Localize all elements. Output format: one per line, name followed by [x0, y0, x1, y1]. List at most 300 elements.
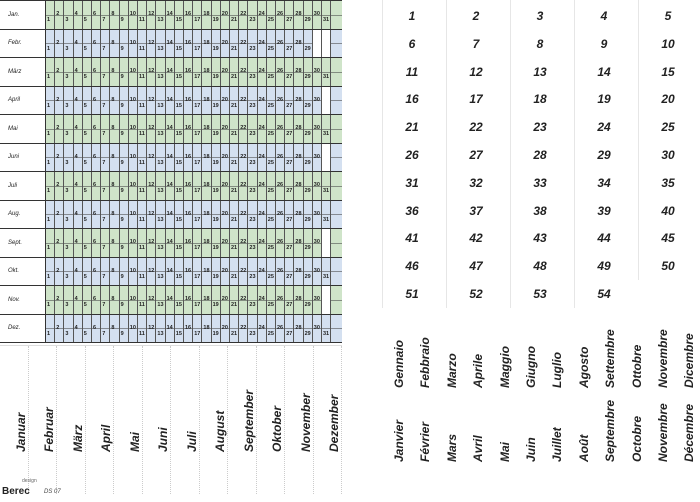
calendar-day: 18: [202, 1, 211, 29]
calendar-day: 30: [313, 58, 322, 86]
calendar-day: 6: [92, 87, 101, 115]
calendar-day: 19: [212, 115, 221, 143]
number-tile: 28: [510, 143, 570, 167]
calendar-day: 18: [202, 30, 211, 58]
number-tile: 3: [510, 4, 570, 28]
calendar-day: 30: [313, 144, 322, 172]
calendar-day: 29: [304, 115, 313, 143]
calendar-day: 25: [267, 58, 276, 86]
calendar-day: 19: [212, 286, 221, 314]
calendar-day: 15: [175, 172, 184, 200]
number-tiles: [382, 4, 700, 304]
brand-tagline: design: [22, 478, 37, 484]
calendar-month-label: Aug.: [0, 201, 46, 229]
calendar-day: 17: [193, 87, 202, 115]
calendar-day: 27: [285, 144, 294, 172]
calendar-day: 26: [276, 1, 285, 29]
calendar-month-label: März: [0, 58, 46, 86]
calendar-day: 16: [184, 229, 193, 257]
calendar-day: 20: [221, 30, 230, 58]
calendar-day: 16: [184, 1, 193, 29]
calendar-day: [322, 30, 331, 58]
product-code: DS 07: [44, 489, 61, 495]
calendar-day: 5: [83, 258, 92, 286]
calendar-day: 6: [92, 1, 101, 29]
brand-logo: Berec: [2, 486, 30, 497]
calendar-day: 17: [193, 144, 202, 172]
german-month-label: Juli: [184, 431, 199, 452]
calendar-day: 2: [55, 229, 64, 257]
calendar-day: 29: [304, 258, 313, 286]
calendar-day: 18: [202, 286, 211, 314]
french-month-label: Juillet: [550, 427, 565, 462]
calendar-day: 1: [46, 87, 55, 115]
calendar-day: 9: [120, 1, 129, 29]
calendar-day: 14: [166, 229, 175, 257]
number-tile: 27: [446, 143, 506, 167]
calendar-day: 13: [156, 172, 165, 200]
calendar-day: 29: [304, 229, 313, 257]
number-tile: 23: [510, 115, 570, 139]
calendar-day: 24: [258, 315, 267, 343]
calendar-day: 7: [101, 315, 110, 343]
german-month-label: Januar: [13, 412, 28, 452]
calendar-day: 20: [221, 144, 230, 172]
calendar-day: 21: [230, 258, 239, 286]
calendar-day: 17: [193, 172, 202, 200]
number-tile: 45: [638, 226, 698, 250]
calendar-day: 2: [55, 315, 64, 343]
calendar-day: 1: [46, 144, 55, 172]
calendar-day: 21: [230, 172, 239, 200]
calendar-day: 25: [267, 30, 276, 58]
calendar-day: [322, 87, 331, 115]
calendar-row: [0, 229, 342, 258]
calendar-day: 11: [138, 172, 147, 200]
german-month-strip: [114, 346, 143, 494]
calendar-day: 27: [285, 201, 294, 229]
calendar-day: 12: [147, 258, 156, 286]
calendar-row: [0, 87, 342, 116]
calendar-day: 1: [46, 30, 55, 58]
calendar-day: 25: [267, 87, 276, 115]
calendar-day: [322, 229, 331, 257]
calendar-day: 27: [285, 172, 294, 200]
calendar-day: 8: [110, 286, 119, 314]
number-tile: 22: [446, 115, 506, 139]
number-tile: 18: [510, 87, 570, 111]
calendar-day: 31: [322, 58, 331, 86]
calendar-day: 10: [129, 258, 138, 286]
calendar-day: 28: [294, 229, 303, 257]
calendar-day: 10: [129, 58, 138, 86]
number-tile: 2: [446, 4, 506, 28]
calendar-day: 13: [156, 315, 165, 343]
number-tile: 25: [638, 115, 698, 139]
calendar-day: 30: [313, 201, 322, 229]
calendar-day: 23: [248, 1, 257, 29]
calendar-day: 13: [156, 115, 165, 143]
calendar-day: 17: [193, 201, 202, 229]
calendar-day: 13: [156, 286, 165, 314]
calendar-day: 12: [147, 58, 156, 86]
calendar-day: 20: [221, 58, 230, 86]
number-tile: 4: [574, 4, 634, 28]
calendar-day: 5: [83, 1, 92, 29]
calendar-day: 30: [313, 172, 322, 200]
german-month-strip: [143, 346, 172, 494]
calendar-day: 16: [184, 87, 193, 115]
calendar-day: 4: [74, 144, 83, 172]
calendar-day: 2: [55, 144, 64, 172]
calendar-day: 6: [92, 286, 101, 314]
calendar-day: 16: [184, 30, 193, 58]
german-month-label: März: [70, 424, 85, 452]
calendar-day: 23: [248, 172, 257, 200]
number-tile: 12: [446, 60, 506, 84]
calendar-day: 26: [276, 315, 285, 343]
calendar-day: 24: [258, 258, 267, 286]
calendar-day: 28: [294, 286, 303, 314]
calendar-day: 14: [166, 172, 175, 200]
calendar-day: 16: [184, 286, 193, 314]
calendar-day: 23: [248, 286, 257, 314]
calendar-day: 12: [147, 229, 156, 257]
calendar-day: 7: [101, 172, 110, 200]
calendar-day: [322, 144, 331, 172]
calendar-day: 31: [322, 258, 331, 286]
calendar-day: 4: [74, 1, 83, 29]
calendar-day: 11: [138, 144, 147, 172]
number-tile: 51: [382, 282, 442, 306]
calendar-day: 8: [110, 144, 119, 172]
german-month-strip: [200, 346, 229, 494]
calendar-day: 22: [239, 286, 248, 314]
calendar-day: 29: [304, 286, 313, 314]
calendar-day: 23: [248, 144, 257, 172]
number-tile: 31: [382, 171, 442, 195]
calendar-day: 6: [92, 172, 101, 200]
calendar-month-label: Febr.: [0, 30, 46, 58]
calendar-day: 14: [166, 1, 175, 29]
calendar-day: 24: [258, 30, 267, 58]
german-month-strip: [228, 346, 257, 494]
calendar-day: 15: [175, 87, 184, 115]
calendar-day: 22: [239, 201, 248, 229]
calendar-day: 28: [294, 172, 303, 200]
number-tile: 41: [382, 226, 442, 250]
number-tile: 7: [446, 32, 506, 56]
german-month-label: August: [213, 410, 228, 452]
calendar-day: 8: [110, 258, 119, 286]
calendar-day: 3: [64, 1, 73, 29]
calendar-day: 10: [129, 172, 138, 200]
german-month-strip: [86, 346, 115, 494]
calendar-day: 21: [230, 115, 239, 143]
calendar-day: 8: [110, 172, 119, 200]
calendar-day: 2: [55, 1, 64, 29]
calendar-day: 18: [202, 201, 211, 229]
calendar-day: 3: [64, 144, 73, 172]
italian-month-label: Aprile: [471, 353, 486, 388]
calendar-day: 27: [285, 58, 294, 86]
calendar-day: 11: [138, 286, 147, 314]
calendar-row: [0, 1, 342, 30]
number-tile: 48: [510, 254, 570, 278]
calendar-day: 6: [92, 144, 101, 172]
french-month-label: Août: [576, 434, 591, 462]
calendar-day: 17: [193, 229, 202, 257]
calendar-day: 13: [156, 258, 165, 286]
calendar-day: 13: [156, 201, 165, 229]
calendar-day: 19: [212, 258, 221, 286]
calendar-day: 30: [313, 315, 322, 343]
calendar-day: 14: [166, 315, 175, 343]
calendar-day: 5: [83, 315, 92, 343]
number-tile: 53: [510, 282, 570, 306]
calendar-day: 18: [202, 115, 211, 143]
calendar-day: 3: [64, 30, 73, 58]
number-tile: 24: [574, 115, 634, 139]
calendar-day: 27: [285, 115, 294, 143]
french-month-label: Octobre: [629, 415, 644, 462]
calendar-day: 30: [313, 286, 322, 314]
calendar-day: 9: [120, 172, 129, 200]
calendar-day: 18: [202, 229, 211, 257]
calendar-day: 24: [258, 144, 267, 172]
calendar-day: 19: [212, 58, 221, 86]
number-tile: 6: [382, 32, 442, 56]
calendar-day: 15: [175, 258, 184, 286]
calendar-day: 6: [92, 229, 101, 257]
calendar-day: 5: [83, 201, 92, 229]
calendar-day: 16: [184, 172, 193, 200]
calendar-day: 4: [74, 258, 83, 286]
calendar-day: 4: [74, 30, 83, 58]
calendar-month-label: Dez.: [0, 315, 46, 343]
calendar-day: 23: [248, 58, 257, 86]
italian-month-label: Marzo: [444, 353, 459, 388]
calendar-day: 28: [294, 1, 303, 29]
calendar-day: 11: [138, 30, 147, 58]
calendar-day: 30: [313, 258, 322, 286]
number-tile: 40: [638, 199, 698, 223]
calendar-day: 5: [83, 229, 92, 257]
calendar-grid: [0, 0, 342, 342]
calendar-day: 22: [239, 87, 248, 115]
calendar-day: 31: [322, 172, 331, 200]
number-tile: 5: [638, 4, 698, 28]
number-tile: 20: [638, 87, 698, 111]
calendar-day: 29: [304, 201, 313, 229]
calendar-day: 7: [101, 115, 110, 143]
calendar-day: 28: [294, 58, 303, 86]
italian-month-label: Giugno: [524, 346, 538, 388]
calendar-day: 9: [120, 30, 129, 58]
calendar-day: 14: [166, 58, 175, 86]
calendar-day: 15: [175, 58, 184, 86]
calendar-day: 24: [258, 201, 267, 229]
calendar-day: 12: [147, 144, 156, 172]
calendar-day: 25: [267, 286, 276, 314]
calendar-day: 18: [202, 315, 211, 343]
calendar-day: 19: [212, 201, 221, 229]
calendar-day: 1: [46, 58, 55, 86]
calendar-day: 10: [129, 30, 138, 58]
number-tile: 39: [574, 199, 634, 223]
italian-month-label: Maggio: [497, 346, 512, 388]
calendar-day: 24: [258, 1, 267, 29]
calendar-day: 14: [166, 30, 175, 58]
calendar-day: 3: [64, 58, 73, 86]
calendar-day: 19: [212, 315, 221, 343]
calendar-day: 26: [276, 144, 285, 172]
calendar-day: 11: [138, 315, 147, 343]
calendar-day: 7: [101, 201, 110, 229]
calendar-day: 20: [221, 1, 230, 29]
calendar-day: 15: [175, 229, 184, 257]
calendar-day: 27: [285, 315, 294, 343]
calendar-day: 2: [55, 87, 64, 115]
calendar-day: 5: [83, 87, 92, 115]
calendar-day: 4: [74, 286, 83, 314]
calendar-day: 30: [313, 115, 322, 143]
calendar-day: 22: [239, 58, 248, 86]
calendar-day: 10: [129, 144, 138, 172]
calendar-day: 21: [230, 87, 239, 115]
calendar-day: 13: [156, 87, 165, 115]
calendar-row: [0, 144, 342, 173]
calendar-day: 3: [64, 201, 73, 229]
calendar-day: 21: [230, 229, 239, 257]
french-month-label: Mars: [444, 433, 459, 462]
calendar-day: 10: [129, 115, 138, 143]
calendar-day: 27: [285, 229, 294, 257]
number-tile: 8: [510, 32, 570, 56]
calendar-day: 11: [138, 115, 147, 143]
italian-month-label: Febbraio: [418, 337, 433, 388]
calendar-day: 25: [267, 229, 276, 257]
calendar-day: 6: [92, 58, 101, 86]
calendar-day: 4: [74, 315, 83, 343]
calendar-month-label: Mai: [0, 115, 46, 143]
german-month-label: Mai: [127, 431, 142, 452]
calendar-day: 10: [129, 315, 138, 343]
calendar-day: 7: [101, 30, 110, 58]
calendar-day: 21: [230, 58, 239, 86]
calendar-day: 8: [110, 30, 119, 58]
calendar-day: 27: [285, 87, 294, 115]
calendar-day: 27: [285, 30, 294, 58]
number-tile: 49: [574, 254, 634, 278]
calendar-day: 20: [221, 172, 230, 200]
calendar-day: 10: [129, 87, 138, 115]
calendar-day: 3: [64, 87, 73, 115]
calendar-row: [0, 172, 342, 201]
calendar-day: 21: [230, 30, 239, 58]
calendar-day: 22: [239, 229, 248, 257]
calendar-day: 26: [276, 30, 285, 58]
italian-month-label: Dicembre: [682, 333, 697, 388]
calendar-day: 6: [92, 115, 101, 143]
calendar-day: 12: [147, 286, 156, 314]
calendar-day: 4: [74, 172, 83, 200]
calendar-day: 7: [101, 58, 110, 86]
calendar-day: 22: [239, 315, 248, 343]
french-month-label: Avril: [471, 435, 486, 462]
number-tile: 30: [638, 143, 698, 167]
calendar-day: 22: [239, 172, 248, 200]
french-month-label: Mai: [497, 441, 512, 462]
german-month-label: Dezember: [327, 394, 342, 452]
calendar-day: 15: [175, 315, 184, 343]
calendar-day: 17: [193, 1, 202, 29]
calendar-day: 26: [276, 258, 285, 286]
calendar-day: 5: [83, 144, 92, 172]
calendar-day: 28: [294, 87, 303, 115]
calendar-day: 9: [120, 258, 129, 286]
calendar-day: 24: [258, 115, 267, 143]
calendar-day: [313, 30, 322, 58]
calendar-day: 19: [212, 30, 221, 58]
calendar-day: 14: [166, 115, 175, 143]
french-month-label: Septembre: [603, 399, 618, 462]
calendar-day: 2: [55, 286, 64, 314]
calendar-day: 8: [110, 58, 119, 86]
number-tile: 29: [574, 143, 634, 167]
french-month-label: Février: [418, 421, 433, 462]
number-tile: 52: [446, 282, 506, 306]
calendar-day: 25: [267, 1, 276, 29]
german-month-strip: [314, 346, 343, 494]
number-tile: 14: [574, 60, 634, 84]
number-tile: 50: [638, 254, 698, 278]
number-tile: 21: [382, 115, 442, 139]
calendar-day: 9: [120, 286, 129, 314]
calendar-day: 23: [248, 229, 257, 257]
calendar-day: 1: [46, 115, 55, 143]
calendar-day: 31: [322, 315, 331, 343]
calendar-day: 7: [101, 229, 110, 257]
calendar-day: 17: [193, 258, 202, 286]
calendar-day: 24: [258, 229, 267, 257]
calendar-day: 27: [285, 258, 294, 286]
german-month-label: Oktober: [270, 405, 285, 452]
calendar-day: 10: [129, 229, 138, 257]
calendar-day: 2: [55, 30, 64, 58]
calendar-day: 9: [120, 115, 129, 143]
calendar-day: 23: [248, 201, 257, 229]
number-tile: 16: [382, 87, 442, 111]
calendar-day: 28: [294, 201, 303, 229]
calendar-day: 10: [129, 1, 138, 29]
calendar-day: 3: [64, 315, 73, 343]
calendar-day: 2: [55, 58, 64, 86]
calendar-day: 11: [138, 229, 147, 257]
calendar-day: 4: [74, 58, 83, 86]
italian-month-label: Ottobre: [629, 344, 644, 388]
calendar-day: 22: [239, 1, 248, 29]
calendar-day: 30: [313, 1, 322, 29]
calendar-day: 8: [110, 1, 119, 29]
italian-month-label: Settembre: [603, 329, 618, 388]
calendar-day: 19: [212, 144, 221, 172]
calendar-day: 25: [267, 315, 276, 343]
calendar-day: 5: [83, 30, 92, 58]
german-month-strip: [257, 346, 286, 494]
calendar-day: 16: [184, 144, 193, 172]
calendar-month-label: Juni: [0, 144, 46, 172]
